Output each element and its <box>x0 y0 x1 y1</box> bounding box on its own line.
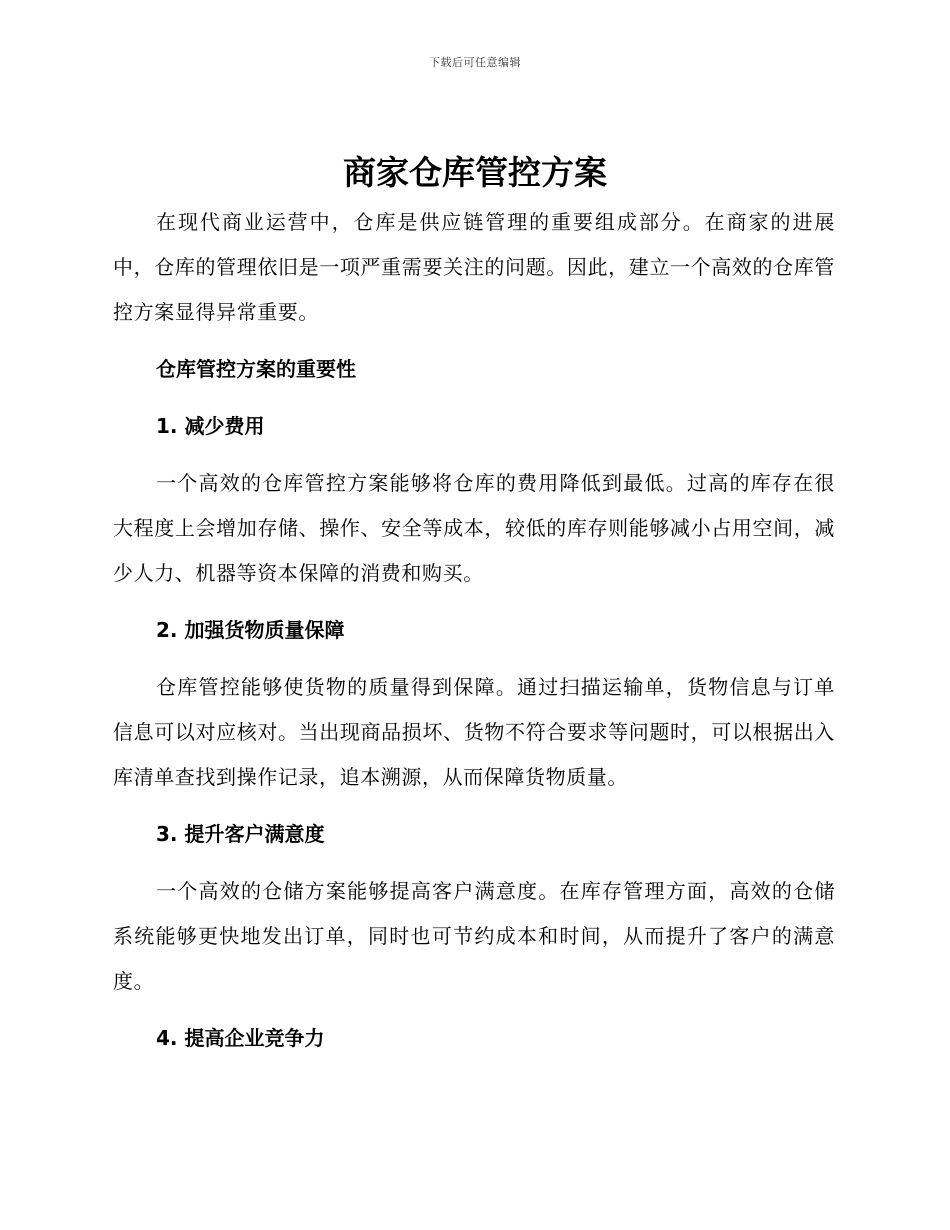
item-3-heading: 3. 提升客户满意度 <box>156 822 325 846</box>
item-2-heading: 2. 加强货物质量保障 <box>156 618 345 642</box>
item-4-heading: 4. 提高企业竞争力 <box>156 1026 325 1050</box>
header-note: 下载后可任意编辑 <box>429 56 521 69</box>
item-3-paragraph: 一个高效的仓储方案能够提高客户满意度。在库存管理方面，高效的仓储系统能够更快地发出订单，同时也可节约成本和时间，从而提升了客户的满意度。 <box>113 879 835 993</box>
item-1-paragraph: 一个高效的仓库管控方案能够将仓库的费用降低到最低。过高的库存在很大程度上会增加存储、操作、安全等成本，较低的库存则能够减小占用空间，减少人力、机器等资本保障的消费和购买。 <box>113 471 835 585</box>
item-2-paragraph: 仓库管控能够使货物的质量得到保障。通过扫描运输单，货物信息与订单信息可以对应核对。当出现商品损坏、货物不符合要求等问题时，可以根据出入库清单查找到操作记录，追本溯源，从而保障货物质量。 <box>113 675 835 789</box>
item-1-heading: 1. 减少费用 <box>156 414 265 438</box>
section-heading: 仓库管控方案的重要性 <box>156 357 356 381</box>
document-title: 商家仓库管控方案 <box>343 153 607 192</box>
intro-paragraph: 在现代商业运营中，仓库是供应链管理的重要组成部分。在商家的进展中，仓库的管理依旧是一项严重需要关注的问题。因此，建立一个高效的仓库管控方案显得异常重要。 <box>113 210 835 324</box>
document-body <box>113 200 835 1073</box>
